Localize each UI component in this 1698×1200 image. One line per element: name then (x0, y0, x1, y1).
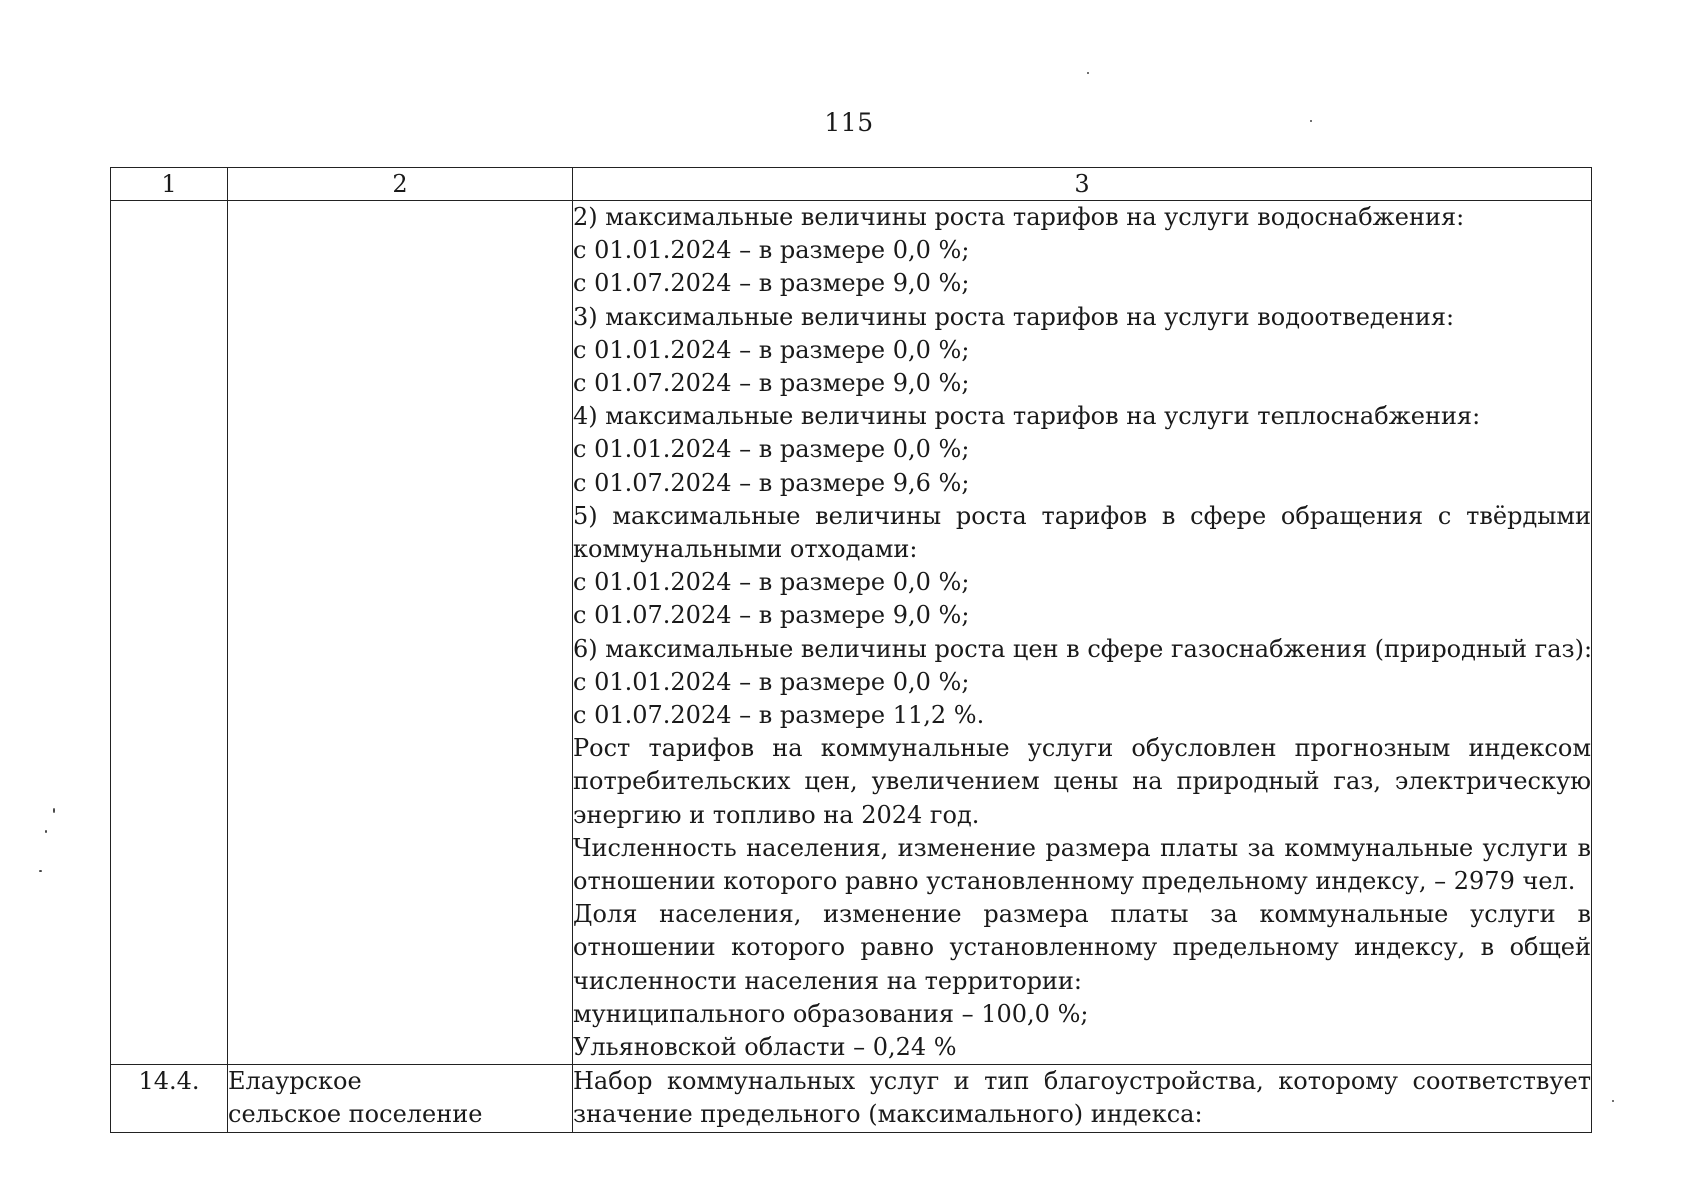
row-number-cell (111, 1065, 228, 1132)
wastewater-jul: с 01.07.2024 – в размере 9,0 %; (573, 369, 970, 398)
table-header-row (111, 168, 1592, 201)
scan-speck (1310, 120, 1312, 122)
table-row (111, 201, 1592, 1065)
scan-speck (45, 830, 47, 833)
row-number-cell (111, 201, 228, 1065)
wastewater-jan: с 01.01.2024 – в размере 0,0 %; (573, 335, 970, 364)
scan-speck (39, 870, 42, 872)
solid-waste-jul: с 01.07.2024 – в размере 9,0 %; (573, 601, 970, 630)
tariff-growth-paragraph: Рост тарифов на коммунальные услуги обусловлен прогнозным индексом потребительских цен, увеличением цены на природный газ, электрическую энергию и топливо на 2024 год. (573, 734, 1591, 829)
gas-supply-jul: с 01.07.2024 – в размере 11,2 %. (573, 701, 985, 730)
scan-speck (1087, 72, 1089, 74)
scan-speck (1612, 1100, 1614, 1102)
column-header-3: 3 (573, 168, 1592, 201)
gas-supply-heading: 6) максимальные величины роста цен в сфере газоснабжения (природный газ): (573, 634, 1593, 663)
heat-supply-jan: с 01.01.2024 – в размере 0,0 %; (573, 435, 970, 464)
heat-supply-jul: с 01.07.2024 – в размере 9,6 %; (573, 468, 970, 497)
scan-speck (53, 808, 55, 813)
column-header-1: 1 (111, 168, 228, 201)
page-number: 115 (824, 108, 874, 137)
solid-waste-heading: 5) максимальные величины роста тарифов в сфере обращения с твёрдыми коммунальными отходами: (573, 501, 1591, 564)
population-paragraph: Численность населения, изменение размера платы за коммунальные услуги в отношении которого равно установленному предельному индексу, – 2979 чел. (573, 833, 1591, 896)
water-supply-jul: с 01.07.2024 – в размере 9,0 %; (573, 269, 970, 298)
water-supply-jan: с 01.01.2024 – в размере 0,0 %; (573, 236, 970, 265)
services-set-paragraph: Набор коммунальных услуг и тип благоустройства, которому соответствует значение предельного (максимального) индекса: (573, 1067, 1591, 1129)
column-header-2: 2 (228, 168, 573, 201)
water-supply-heading: 2) максимальные величины роста тарифов на услуги водоснабжения: (573, 203, 1465, 231)
wastewater-heading: 3) максимальные величины роста тарифов на услуги водоотведения: (573, 302, 1455, 331)
row-content-cell (573, 1065, 1592, 1132)
region-share-line: Ульяновской области – 0,24 % (573, 1033, 957, 1062)
row-name-cell (228, 1065, 573, 1132)
settlement-name-line1: Елаурское (228, 1067, 362, 1096)
heat-supply-heading: 4) максимальные величины роста тарифов на услуги теплоснабжения: (573, 402, 1481, 431)
row-content-cell (573, 201, 1592, 1065)
settlement-name-line2: сельское поселение (228, 1100, 483, 1129)
gas-supply-jan: с 01.01.2024 – в размере 0,0 %; (573, 667, 970, 696)
solid-waste-jan: с 01.01.2024 – в размере 0,0 %; (573, 568, 970, 597)
municipal-share-line: муниципального образования – 100,0 %; (573, 999, 1089, 1028)
tariff-table (110, 167, 1592, 1133)
row-number: 14.4. (138, 1067, 200, 1096)
population-share-paragraph: Доля населения, изменение размера платы за коммунальные услуги в отношении которого равно установленному предельному индексу, в общей численности населения на территории: (573, 900, 1591, 995)
row-name-cell (228, 201, 573, 1065)
table-row (111, 1065, 1592, 1132)
